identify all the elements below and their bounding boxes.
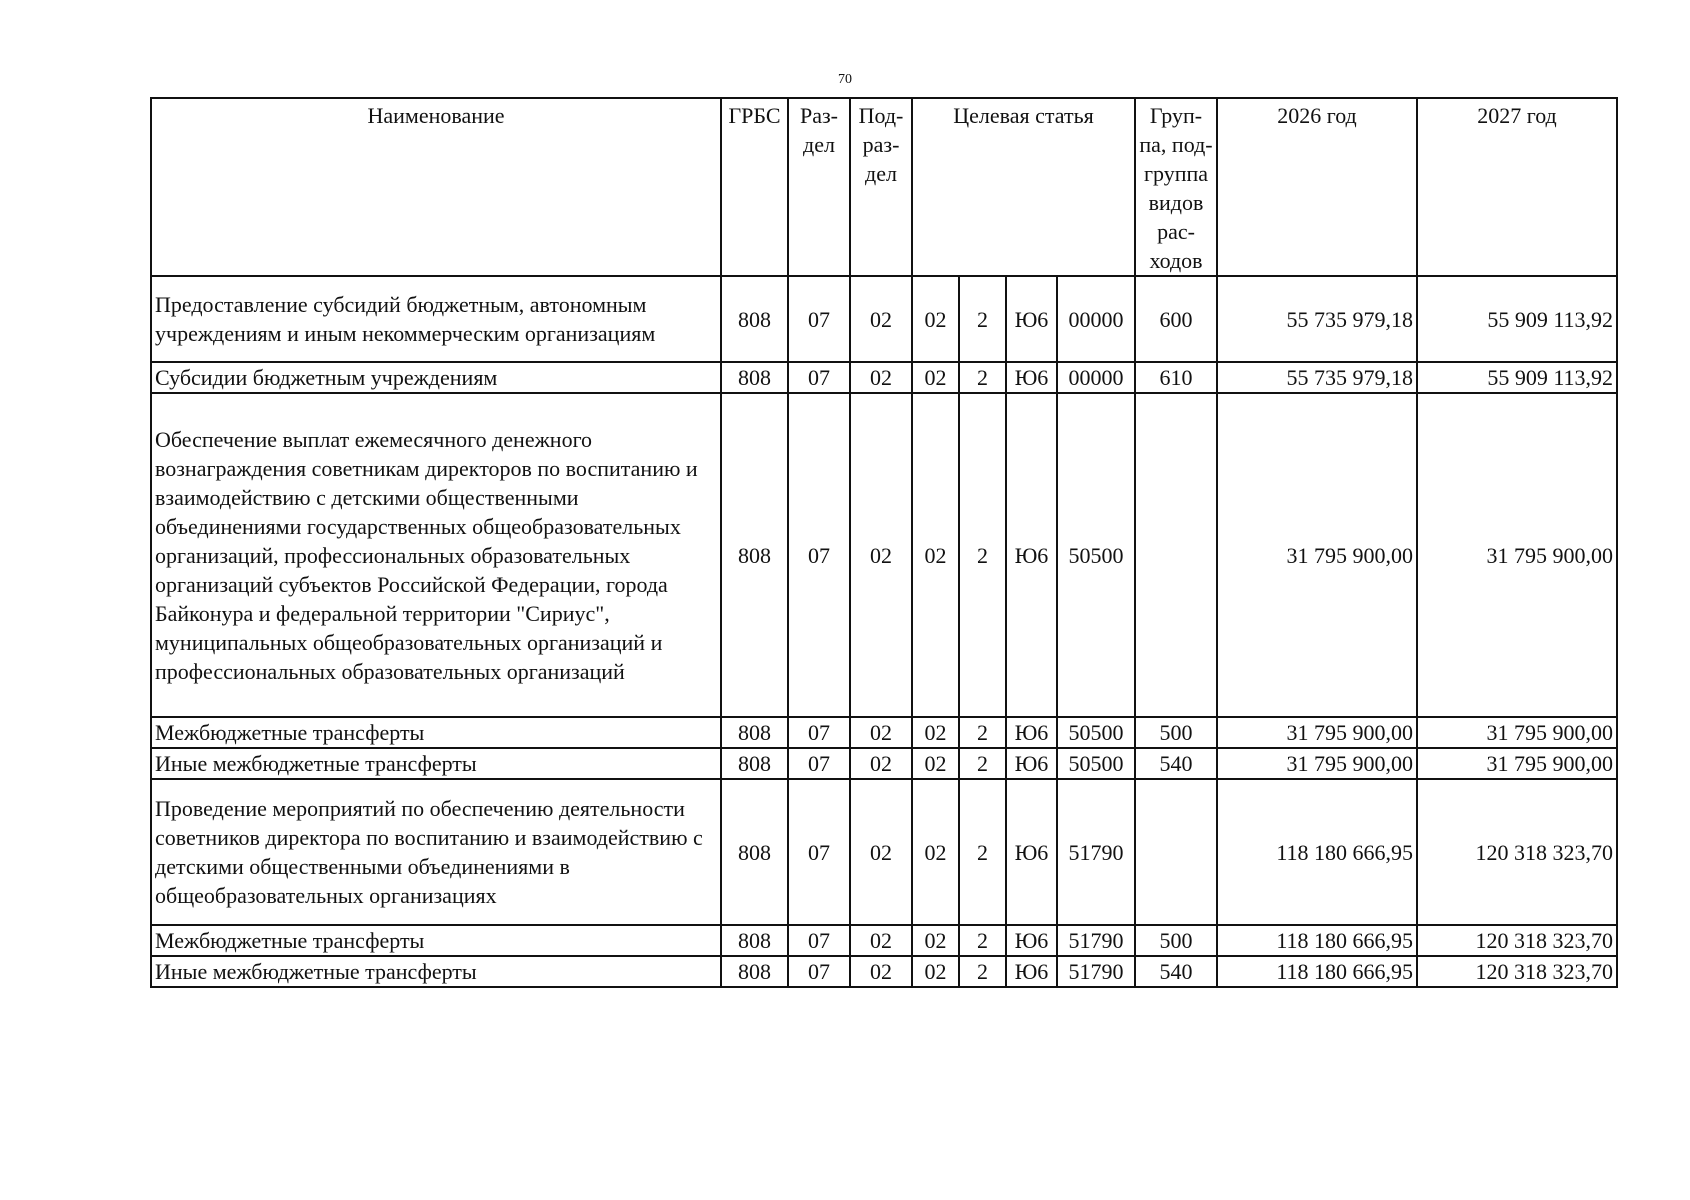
cell-amount-2027: 31 795 900,00 (1417, 748, 1617, 779)
cell-target-project: Ю6 (1006, 748, 1057, 779)
cell-name: Межбюджетные трансферты (151, 925, 721, 956)
cell-target-program: 02 (912, 362, 959, 393)
header-target-article: Целевая статья (912, 98, 1135, 276)
cell-amount-2027: 31 795 900,00 (1417, 717, 1617, 748)
cell-grbs: 808 (721, 717, 788, 748)
table-row (151, 779, 1617, 925)
cell-amount-2027: 31 795 900,00 (1417, 393, 1617, 717)
cell-expense-group: 500 (1135, 717, 1217, 748)
cell-razdel: 07 (788, 362, 850, 393)
cell-target-subprogram: 2 (959, 956, 1006, 987)
cell-amount-2026: 55 735 979,18 (1217, 362, 1417, 393)
cell-amount-2027: 120 318 323,70 (1417, 956, 1617, 987)
cell-amount-2027: 55 909 113,92 (1417, 362, 1617, 393)
table-row (151, 276, 1617, 362)
cell-expense-group: 540 (1135, 748, 1217, 779)
header-year-2026: 2026 год (1217, 98, 1417, 276)
cell-target-program: 02 (912, 779, 959, 925)
cell-target-direction: 50500 (1057, 393, 1135, 717)
cell-podrazdel: 02 (850, 393, 912, 717)
cell-amount-2026: 55 735 979,18 (1217, 276, 1417, 362)
cell-target-project: Ю6 (1006, 393, 1057, 717)
budget-table (150, 97, 1618, 988)
cell-amount-2027: 120 318 323,70 (1417, 779, 1617, 925)
table-row (151, 925, 1617, 956)
cell-target-subprogram: 2 (959, 393, 1006, 717)
cell-expense-group: 610 (1135, 362, 1217, 393)
header-name: Наименование (151, 98, 721, 276)
cell-amount-2026: 31 795 900,00 (1217, 393, 1417, 717)
cell-target-program: 02 (912, 276, 959, 362)
cell-target-subprogram: 2 (959, 779, 1006, 925)
cell-target-subprogram: 2 (959, 925, 1006, 956)
cell-grbs: 808 (721, 925, 788, 956)
cell-target-direction: 51790 (1057, 956, 1135, 987)
cell-grbs: 808 (721, 956, 788, 987)
cell-target-direction: 50500 (1057, 717, 1135, 748)
cell-target-program: 02 (912, 956, 959, 987)
cell-grbs: 808 (721, 393, 788, 717)
cell-razdel: 07 (788, 779, 850, 925)
cell-podrazdel: 02 (850, 748, 912, 779)
cell-target-direction: 00000 (1057, 276, 1135, 362)
header-year-2027: 2027 год (1417, 98, 1617, 276)
cell-target-project: Ю6 (1006, 925, 1057, 956)
cell-podrazdel: 02 (850, 717, 912, 748)
cell-expense-group: 500 (1135, 925, 1217, 956)
cell-target-project: Ю6 (1006, 276, 1057, 362)
header-razdel: Раз- дел (788, 98, 850, 276)
cell-name: Обеспечение выплат ежемесячного денежного вознаграждения советникам директоров по воспитанию и взаимодействию с детскими общественными объединениями государственных общеобразовательных организаций, профессиональных образовательных организаций субъектов Российской Федерации, города Байконура и федеральной территории "Сириус", муниципальных общеобразовательных организаций и профессиональных образовательных организаций (151, 393, 721, 717)
cell-amount-2026: 118 180 666,95 (1217, 779, 1417, 925)
cell-name: Проведение мероприятий по обеспечению деятельности советников директора по воспитанию и взаимодействию с детскими общественными объединениями в общеобразовательных организациях (151, 779, 721, 925)
cell-target-program: 02 (912, 748, 959, 779)
table-row (151, 717, 1617, 748)
cell-razdel: 07 (788, 748, 850, 779)
cell-target-program: 02 (912, 925, 959, 956)
table-row (151, 393, 1617, 717)
cell-target-direction: 50500 (1057, 748, 1135, 779)
cell-amount-2026: 118 180 666,95 (1217, 956, 1417, 987)
table-row (151, 956, 1617, 987)
cell-expense-group (1135, 393, 1217, 717)
cell-target-project: Ю6 (1006, 362, 1057, 393)
cell-target-subprogram: 2 (959, 717, 1006, 748)
cell-podrazdel: 02 (850, 276, 912, 362)
cell-name: Иные межбюджетные трансферты (151, 748, 721, 779)
cell-name: Предоставление субсидий бюджетным, автономным учреждениям и иным некоммерческим организациям (151, 276, 721, 362)
cell-target-project: Ю6 (1006, 956, 1057, 987)
cell-expense-group: 600 (1135, 276, 1217, 362)
cell-amount-2027: 55 909 113,92 (1417, 276, 1617, 362)
cell-target-subprogram: 2 (959, 748, 1006, 779)
cell-name: Иные межбюджетные трансферты (151, 956, 721, 987)
cell-razdel: 07 (788, 393, 850, 717)
cell-target-subprogram: 2 (959, 362, 1006, 393)
cell-name: Межбюджетные трансферты (151, 717, 721, 748)
header-podrazdel: Под- раз- дел (850, 98, 912, 276)
cell-razdel: 07 (788, 276, 850, 362)
cell-razdel: 07 (788, 925, 850, 956)
cell-expense-group (1135, 779, 1217, 925)
table-row (151, 748, 1617, 779)
cell-podrazdel: 02 (850, 925, 912, 956)
page-number: 70 (838, 72, 852, 87)
cell-amount-2026: 31 795 900,00 (1217, 717, 1417, 748)
cell-podrazdel: 02 (850, 779, 912, 925)
table-row (151, 362, 1617, 393)
cell-expense-group: 540 (1135, 956, 1217, 987)
cell-target-direction: 51790 (1057, 779, 1135, 925)
cell-amount-2027: 120 318 323,70 (1417, 925, 1617, 956)
cell-podrazdel: 02 (850, 956, 912, 987)
table-header-row (151, 98, 1617, 276)
cell-target-project: Ю6 (1006, 717, 1057, 748)
cell-grbs: 808 (721, 779, 788, 925)
cell-podrazdel: 02 (850, 362, 912, 393)
cell-razdel: 07 (788, 717, 850, 748)
cell-grbs: 808 (721, 362, 788, 393)
cell-amount-2026: 31 795 900,00 (1217, 748, 1417, 779)
cell-grbs: 808 (721, 276, 788, 362)
cell-grbs: 808 (721, 748, 788, 779)
cell-target-program: 02 (912, 717, 959, 748)
cell-target-subprogram: 2 (959, 276, 1006, 362)
cell-name: Субсидии бюджетным учреждениям (151, 362, 721, 393)
cell-target-program: 02 (912, 393, 959, 717)
cell-razdel: 07 (788, 956, 850, 987)
cell-target-direction: 00000 (1057, 362, 1135, 393)
cell-amount-2026: 118 180 666,95 (1217, 925, 1417, 956)
header-grbs: ГРБС (721, 98, 788, 276)
cell-target-direction: 51790 (1057, 925, 1135, 956)
cell-target-project: Ю6 (1006, 779, 1057, 925)
header-expense-group: Груп- па, под- группа видов рас- ходов (1135, 98, 1217, 276)
